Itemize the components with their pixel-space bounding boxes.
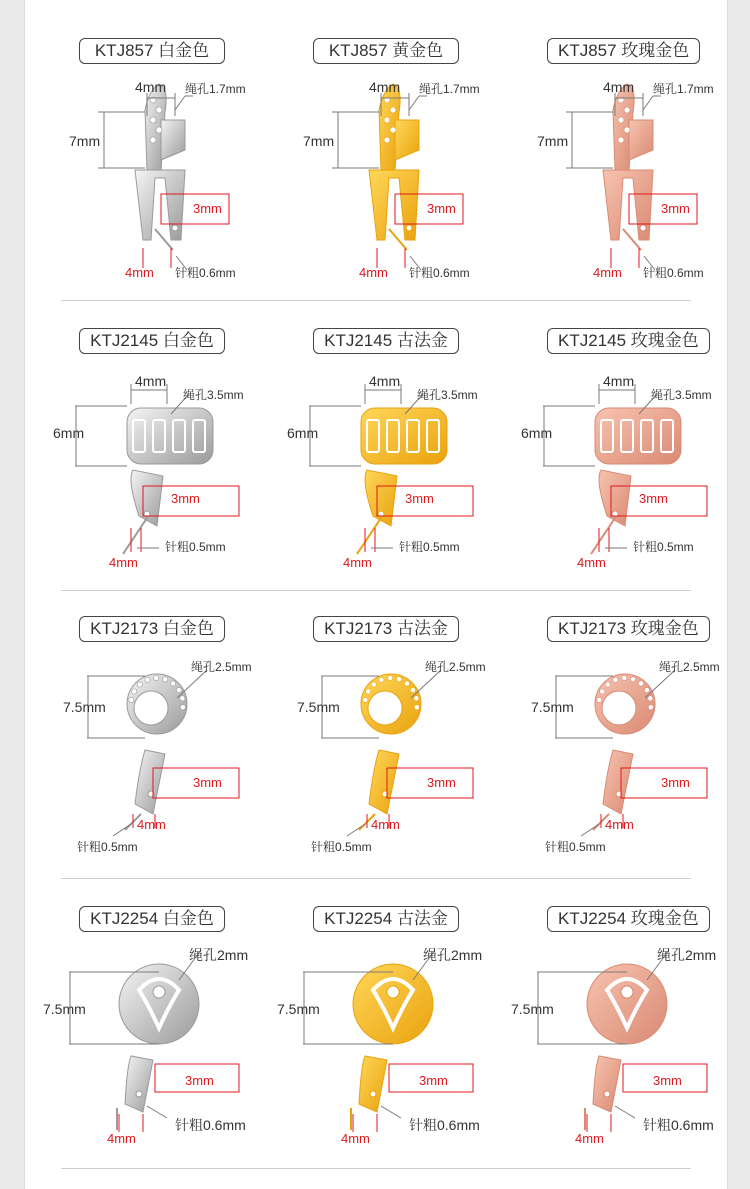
- length-label: 3mm: [661, 201, 690, 216]
- height-label: 7.5mm: [43, 1001, 86, 1017]
- product-cell: [35, 0, 268, 280]
- height-label: 7.5mm: [297, 699, 340, 715]
- height-label: 6mm: [53, 425, 85, 441]
- product-cell: [35, 290, 268, 570]
- product-cell: [503, 290, 736, 570]
- hole-label: 绳孔2.5mm: [425, 660, 486, 674]
- hole-label: 绳孔3.5mm: [417, 388, 478, 402]
- pin-width-label: 4mm: [109, 555, 138, 570]
- length-label: 3mm: [639, 491, 668, 506]
- product-cell: [269, 290, 502, 570]
- hole-label: 绳孔3.5mm: [183, 388, 244, 402]
- product-title: KTJ2254 古法金: [313, 906, 459, 932]
- product-cell: [35, 578, 268, 858]
- length-label: 3mm: [193, 775, 222, 790]
- product-title: KTJ2145 古法金: [313, 328, 459, 354]
- hole-label: 绳孔3.5mm: [651, 388, 712, 402]
- pin-width-label: 4mm: [577, 555, 606, 570]
- hole-label: 绳孔2mm: [423, 947, 483, 963]
- pin-width-label: 4mm: [605, 817, 634, 832]
- length-label: 3mm: [171, 491, 200, 506]
- product-illustration: [269, 578, 502, 858]
- pin-width-label: 4mm: [343, 555, 372, 570]
- row-divider: [61, 300, 691, 301]
- product-title: KTJ2145 白金色: [79, 328, 225, 354]
- pendant-bail-icon: [591, 408, 681, 554]
- pin-thickness-label: 针粗0.6mm: [409, 266, 470, 280]
- pin-thickness-label: 针粗0.6mm: [643, 1117, 714, 1133]
- pin-width-label: 4mm: [359, 265, 388, 280]
- hole-label: 绳孔1.7mm: [419, 82, 480, 96]
- width-label: 4mm: [603, 373, 635, 389]
- product-title: KTJ857 玫瑰金色: [547, 38, 700, 64]
- pin-thickness-label: 针粗0.6mm: [643, 266, 704, 280]
- product-cell: [35, 868, 268, 1148]
- pendant-bail-icon: [123, 408, 213, 554]
- width-label: 4mm: [369, 373, 401, 389]
- pin-thickness-label: 针粗0.5mm: [311, 840, 372, 854]
- row-divider: [61, 1168, 691, 1169]
- height-label: 7.5mm: [531, 699, 574, 715]
- length-label: 3mm: [405, 491, 434, 506]
- pin-width-label: 4mm: [371, 817, 400, 832]
- width-label: 4mm: [135, 79, 167, 95]
- length-label: 3mm: [427, 775, 456, 790]
- hole-label: 绳孔2mm: [189, 947, 249, 963]
- product-cell: [269, 0, 502, 280]
- width-label: 4mm: [369, 79, 401, 95]
- length-label: 3mm: [661, 775, 690, 790]
- width-label: 4mm: [603, 79, 635, 95]
- hole-label: 绳孔2.5mm: [659, 660, 720, 674]
- pendant-bail-icon: [357, 408, 447, 554]
- height-label: 7.5mm: [277, 1001, 320, 1017]
- height-label: 7mm: [69, 133, 101, 149]
- height-label: 7.5mm: [63, 699, 106, 715]
- height-label: 6mm: [521, 425, 553, 441]
- pin-thickness-label: 针粗0.6mm: [175, 266, 236, 280]
- product-title: KTJ2254 玫瑰金色: [547, 906, 710, 932]
- pin-thickness-label: 针粗0.5mm: [633, 540, 694, 554]
- product-title: KTJ2173 古法金: [313, 616, 459, 642]
- pendant-bail-icon: [585, 964, 667, 1130]
- pin-thickness-label: 针粗0.6mm: [175, 1117, 246, 1133]
- height-label: 6mm: [287, 425, 319, 441]
- pin-thickness-label: 针粗0.5mm: [77, 840, 138, 854]
- product-cell: [269, 578, 502, 858]
- length-label: 3mm: [427, 201, 456, 216]
- hole-label: 绳孔1.7mm: [185, 82, 246, 96]
- row-divider: [61, 590, 691, 591]
- pendant-bail-icon: [135, 84, 185, 250]
- pendant-bail-icon: [117, 964, 199, 1130]
- length-label: 3mm: [185, 1073, 214, 1088]
- product-cell: [269, 868, 502, 1148]
- product-illustration: [35, 578, 268, 858]
- width-label: 4mm: [135, 373, 167, 389]
- length-label: 3mm: [653, 1073, 682, 1088]
- pin-width-label: 4mm: [107, 1131, 136, 1146]
- product-title: KTJ2173 玫瑰金色: [547, 616, 710, 642]
- pin-width-label: 4mm: [593, 265, 622, 280]
- row-divider: [61, 878, 691, 879]
- product-cell: [503, 868, 736, 1148]
- pendant-bail-icon: [351, 964, 433, 1130]
- hole-label: 绳孔2mm: [657, 947, 717, 963]
- pin-width-label: 4mm: [341, 1131, 370, 1146]
- pin-width-label: 4mm: [125, 265, 154, 280]
- product-spec-sheet: [24, 0, 728, 1189]
- product-cell: [503, 0, 736, 280]
- length-label: 3mm: [419, 1073, 448, 1088]
- pin-width-label: 4mm: [575, 1131, 604, 1146]
- pendant-bail-icon: [603, 84, 653, 250]
- product-title: KTJ2145 玫瑰金色: [547, 328, 710, 354]
- product-title: KTJ2173 白金色: [79, 616, 225, 642]
- height-label: 7mm: [537, 133, 569, 149]
- product-title: KTJ857 白金色: [79, 38, 225, 64]
- product-title: KTJ2254 白金色: [79, 906, 225, 932]
- pin-thickness-label: 针粗0.5mm: [165, 540, 226, 554]
- pin-thickness-label: 针粗0.5mm: [545, 840, 606, 854]
- height-label: 7mm: [303, 133, 335, 149]
- hole-label: 绳孔2.5mm: [191, 660, 252, 674]
- pin-thickness-label: 针粗0.5mm: [399, 540, 460, 554]
- pendant-bail-icon: [369, 84, 419, 250]
- pin-thickness-label: 针粗0.6mm: [409, 1117, 480, 1133]
- product-cell: [503, 578, 736, 858]
- height-label: 7.5mm: [511, 1001, 554, 1017]
- product-illustration: [503, 578, 736, 858]
- hole-label: 绳孔1.7mm: [653, 82, 714, 96]
- product-title: KTJ857 黄金色: [313, 38, 459, 64]
- length-label: 3mm: [193, 201, 222, 216]
- pin-width-label: 4mm: [137, 817, 166, 832]
